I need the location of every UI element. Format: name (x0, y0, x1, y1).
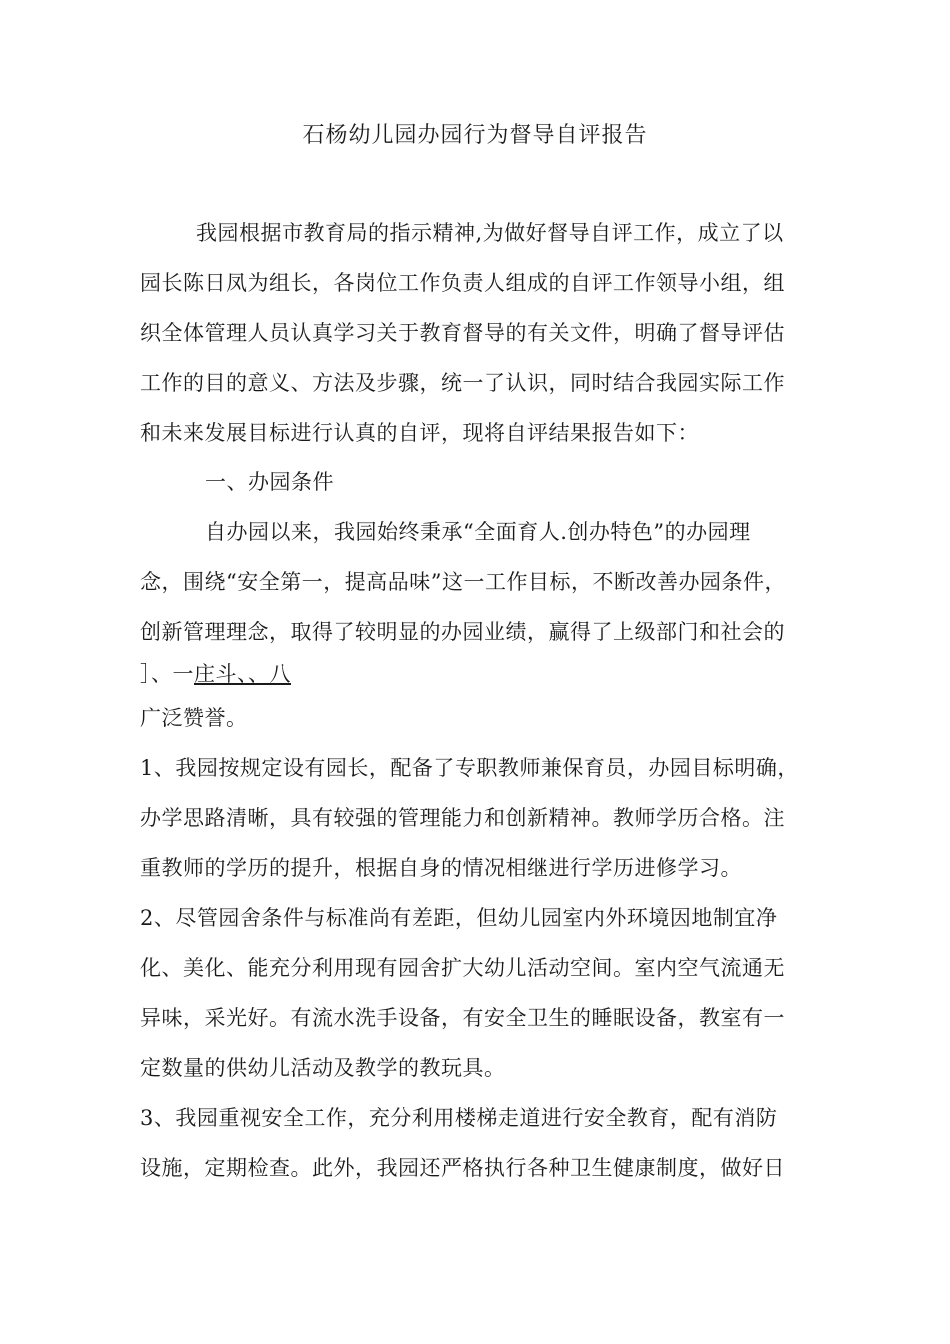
list-item-line: 定数量的供幼儿活动及教学的教玩具。 (140, 1056, 506, 1080)
paragraph-line: 织全体管理人员认真学习关于教育督导的有关文件，明确了督导评估 (140, 321, 785, 345)
section-heading: 一、办园条件 (205, 470, 334, 494)
page-title: 石杨幼儿园办园行为督导自评报告 (302, 123, 648, 148)
artifact-prefix: ］、一 (140, 662, 194, 686)
paragraph-line: 创新管理理念，取得了较明显的办园业绩，赢得了上级部门和社会的 (140, 620, 785, 644)
list-item-line: 异味，采光好。有流水洗手设备，有安全卫生的睡眠设备，教室有一 (140, 1006, 785, 1030)
list-item-line: 化、美化、能充分利用现有园舍扩大幼儿活动空间。室内空气流通无 (140, 956, 785, 980)
paragraph-line: 念，围绕“安全第一，提高品味”这一工作目标，不断改善办园条件， (140, 570, 786, 594)
artifact-underlined-text: 庄斗、、八 (194, 662, 291, 686)
paragraph-line: 自办园以来，我园始终秉承“全面育人.创办特色”的办园理 (205, 520, 751, 544)
paragraph-line: 我园根据市教育局的指示精神,为做好督导自评工作，成立了以 (196, 221, 784, 245)
paragraph-line: 广泛赞誉。 (140, 706, 248, 730)
list-item-line: 3、我园重视安全工作，充分利用楼梯走道进行安全教育，配有消防 (140, 1106, 778, 1130)
list-item-line: 2、尽管园舍条件与标准尚有差距，但幼儿园室内外环境因地制宜净 (140, 906, 778, 930)
list-item-line: 办学思路清晰，具有较强的管理能力和创新精神。教师学历合格。注 (140, 806, 785, 830)
list-item-line: 重教师的学历的提升，根据自身的情况相继进行学历进修学习。 (140, 856, 742, 880)
scan-artifact-line (140, 658, 291, 688)
paragraph-line: 工作的目的意义、方法及步骤，统一了认识，同时结合我园实际工作 (140, 371, 785, 395)
paragraph-line: 园长陈日凤为组长，各岗位工作负责人组成的自评工作领导小组，组 (140, 271, 785, 295)
paragraph-line: 和未来发展目标进行认真的自评，现将自评结果报告如下： (140, 421, 699, 445)
list-item-line: 设施，定期检查。此外，我园还严格执行各种卫生健康制度，做好日 (140, 1156, 785, 1180)
list-item-line: 1、我园按规定设有园长，配备了专职教师兼保育员，办园目标明确， (140, 756, 799, 780)
